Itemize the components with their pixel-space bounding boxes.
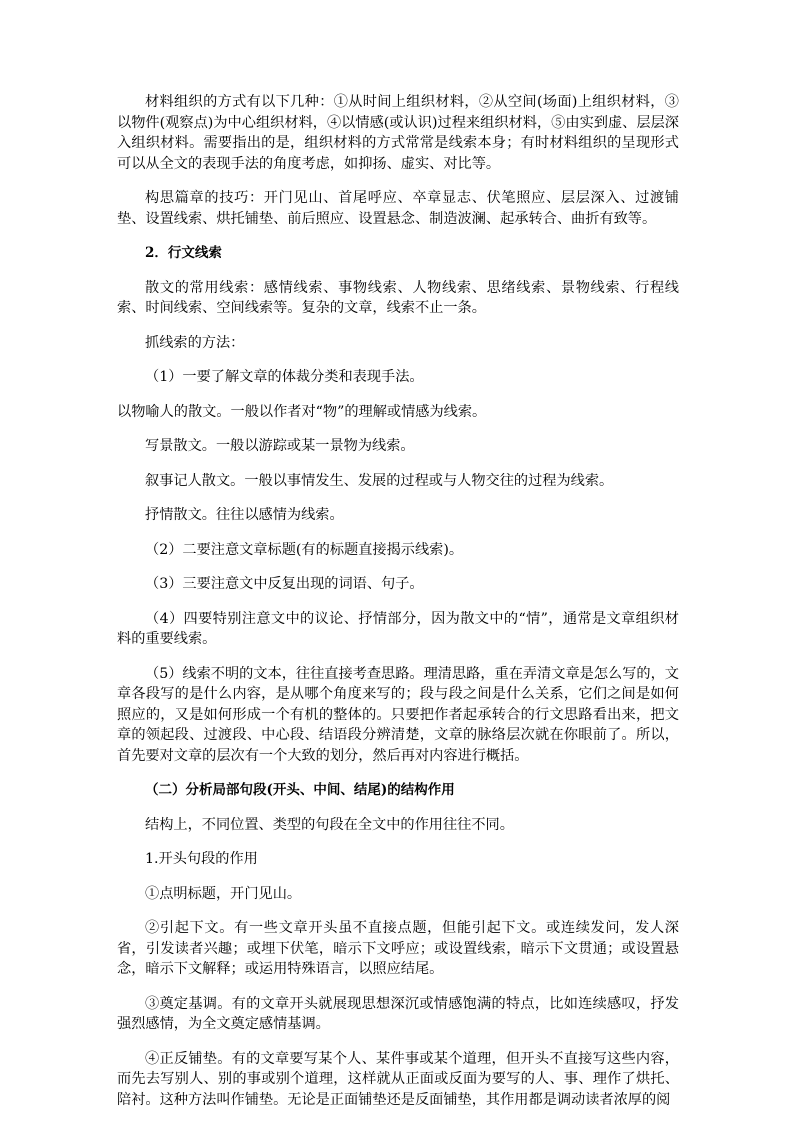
subheading-opening-role: 1.开头句段的作用: [145, 851, 258, 867]
method-item-3: （3）三要注意文中反复出现的词语、句子。: [145, 576, 424, 592]
genre-item-landscape: 写景散文。一般以游踪或某一景物为线索。: [145, 438, 415, 454]
opening-role-item-4: ④正反铺垫。有的文章要写某个人、某件事或某个道理，但开头不直接写这些内容，而先去写别人、别的事或别个道理，这样就从正面或反面为要写的人、事、理作了烘托、陪衬。这种方法叫作铺垫。无论是正面铺垫还是反面铺垫，其作用都是调动读者浓厚的阅: [117, 1050, 679, 1108]
document-page: [117, 92, 679, 1124]
genre-item-lyric: 抒情散文。往往以感情为线索。: [145, 507, 344, 523]
method-item-4: （4）四要特别注意文中的议论、抒情部分，因为散文中的“情”，通常是文章组织材料的重要线索。: [117, 610, 679, 647]
genre-item-object: 以物喻人的散文。一般以作者对“物”的理解或情感为线索。: [117, 403, 487, 420]
genre-item-narrative: 叙事记人散文。一般以事情发生、发展的过程或与人物交往的过程为线索。: [145, 472, 614, 489]
opening-role-item-3: ③奠定基调。有的文章开头就展现思想深沉或情感饱满的特点，比如连续感叹，抒发强烈感情，为全文奠定感情基调。: [117, 995, 679, 1032]
method-item-2: （2）二要注意文章标题(有的标题直接揭示线索)。: [145, 541, 464, 558]
paragraph-composition-techniques: 构思篇章的技巧：开门见山、首尾呼应、卒章显志、伏笔照应、层层深入、过渡铺垫、设置线索、烘托铺垫、前后照应、设置悬念、制造波澜、起承转合、曲折有致等。: [117, 190, 679, 227]
method-item-5: （5）线索不明的文本，往往直接考查思路。理清思路，重在弄清文章是怎么写的，文章各段写的是什么内容，是从哪个角度来写的；段与段之间是什么关系，它们之间是如何照应的，又是如何形成一个有机的整体的。只要把作者起承转合的行文思路看出来，把文章的领起段、过渡段、中心段、结语段分辨清楚，文章的脉络层次就在你眼前了。所以，首先要对文章的层次有一个大致的划分，然后再对内容进行概括。: [117, 665, 679, 764]
paragraph-material-organization: 材料组织的方式有以下几种：①从时间上组织材料，②从空间(场面)上组织材料，③以物件(观察点)为中心组织材料，④以情感(或认识)过程来组织材料，⑤由实到虚、层层深入组织材料。需要指出的是，组织材料的方式常常是线索本身；有时材料组织的呈现形式可以从全文的表现手法的角度考虑，如抑扬、虚实、对比等。: [117, 94, 679, 172]
paragraph-clue-methods: 抓线索的方法：: [145, 334, 245, 351]
opening-role-item-1: ①点明标题，开门见山。: [145, 885, 302, 902]
section-heading-clues: 2．行文线索: [145, 245, 222, 261]
method-item-1: （1）一要了解文章的体裁分类和表现手法。: [145, 369, 424, 385]
section-heading-local-structure: （二）分析局部句段(开头、中间、结尾)的结构作用: [145, 782, 455, 798]
opening-role-item-2: ②引起下文。有一些文章开头虽不直接点题，但能引起下文。或连续发问，发人深省，引发读者兴趣；或埋下伏笔，暗示下文呼应；或设置线索，暗示下文贯通；或设置悬念，暗示下文解释；或运用特殊语言，以照应结尾。: [117, 920, 679, 977]
paragraph-common-clues: 散文的常用线索：感情线索、事物线索、人物线索、思绪线索、景物线索、行程线索、时间线索、空间线索等。复杂的文章，线索不止一条。: [117, 279, 679, 316]
paragraph-structure-intro: 结构上，不同位置、类型的句段在全文中的作用往往不同。: [145, 816, 514, 833]
